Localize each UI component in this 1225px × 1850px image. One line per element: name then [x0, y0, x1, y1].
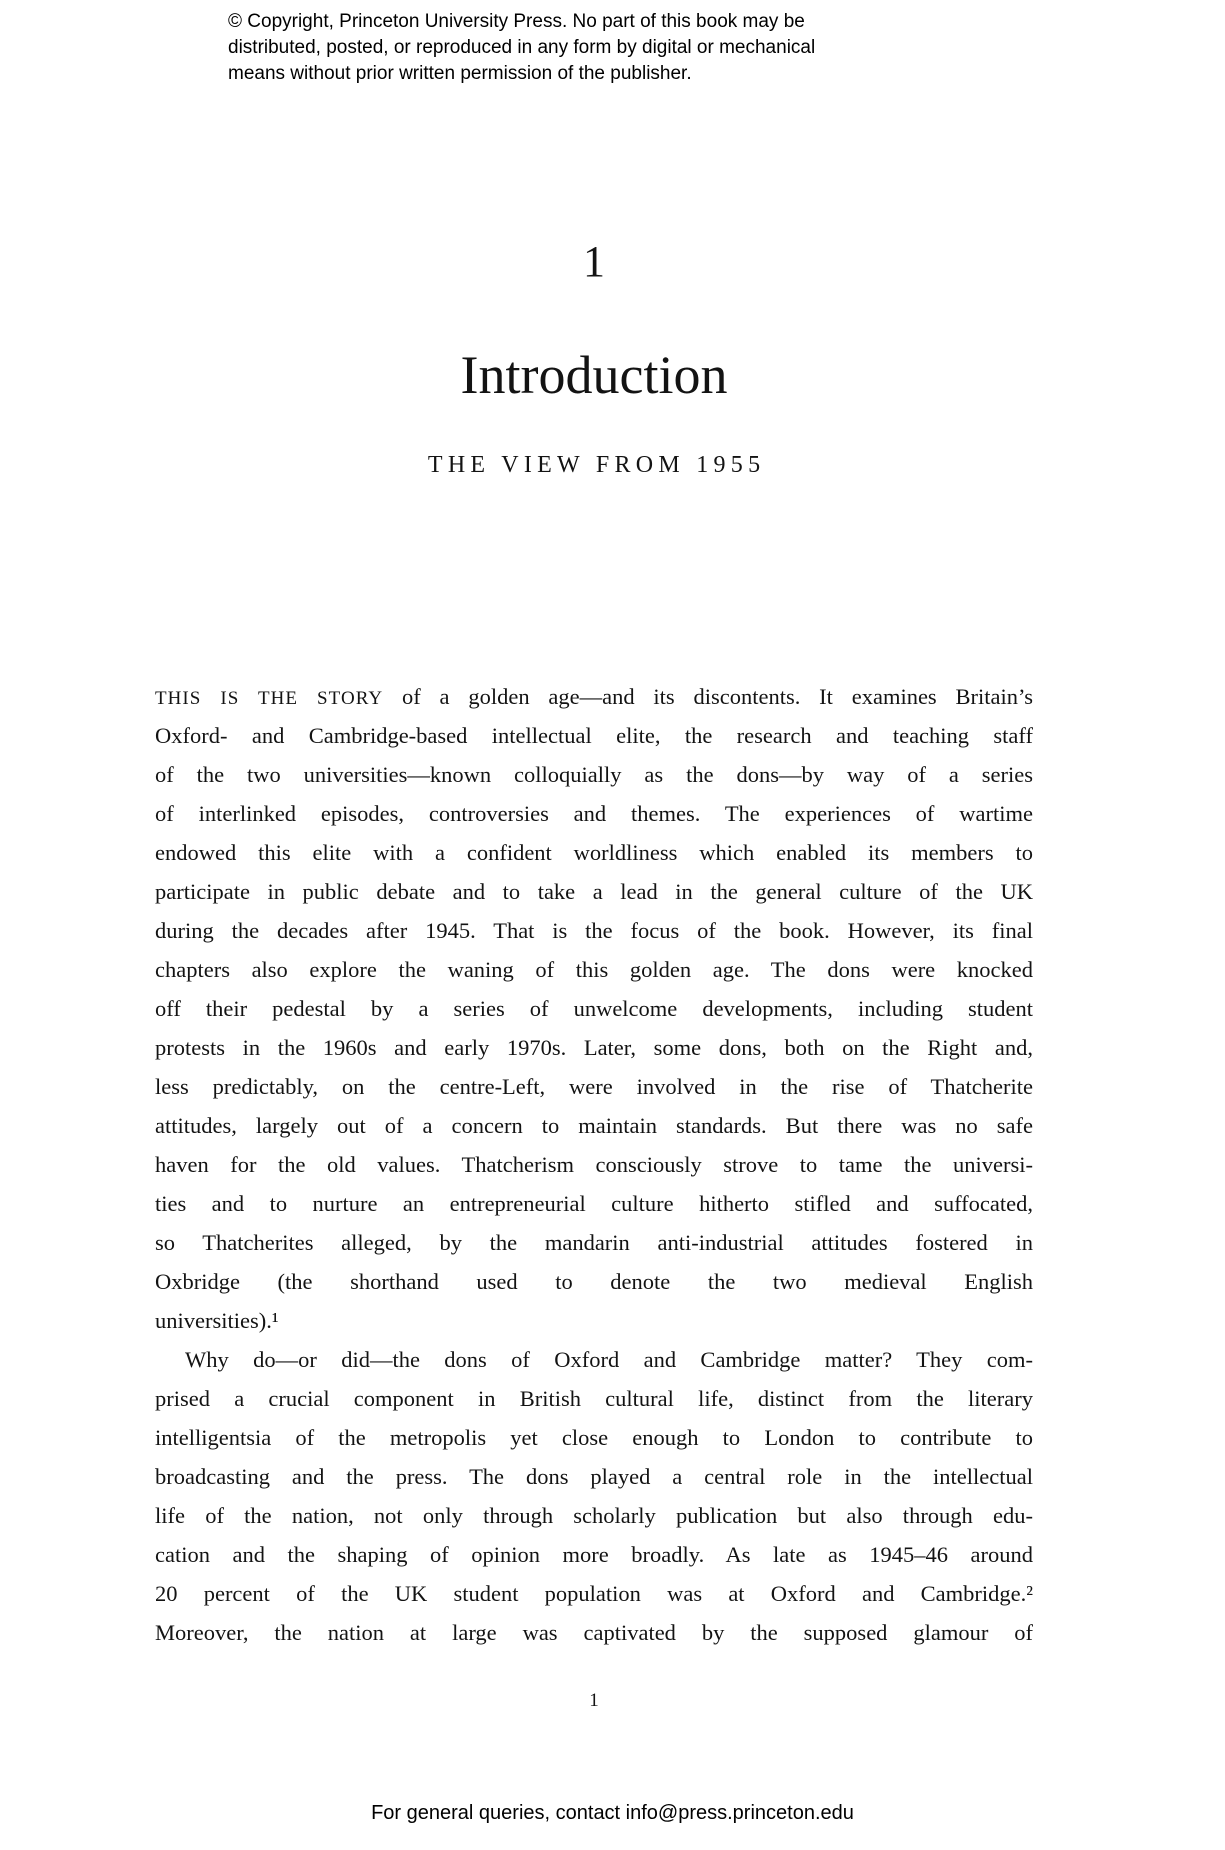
- text-line: Moreover, the nation at large was captivated by the supposed glamour of: [155, 1620, 1033, 1645]
- text-line: of interlinked episodes, controversies and themes. The experiences of wartime: [155, 801, 1033, 826]
- text-line: 20 percent of the UK student population was at Oxford and Cambridge.²: [155, 1581, 1033, 1606]
- copyright-line-3: means without prior written permission of the publisher.: [228, 63, 692, 84]
- text-line: protests in the 1960s and early 1970s. Later, some dons, both on the Right and,: [155, 1035, 1033, 1060]
- text-line: [155, 677, 1033, 716]
- text-line: life of the nation, not only through scholarly publication but also through edu-: [155, 1503, 1033, 1528]
- text-line: broadcasting and the press. The dons played a central role in the intellectual: [155, 1464, 1033, 1489]
- text-line: of the two universities—known colloquially as the dons—by way of a series: [155, 762, 1033, 787]
- footer-contact: For general queries, contact info@press.princeton.edu: [371, 1802, 854, 1824]
- body-text: [155, 677, 1033, 1652]
- text-line: universities).¹: [155, 1308, 279, 1333]
- text-line: endowed this elite with a confident worldliness which enabled its members to: [155, 840, 1033, 865]
- text-line: ties and to nurture an entrepreneurial culture hitherto stifled and suffocated,: [155, 1191, 1033, 1216]
- copyright-line-2: distributed, posted, or reproduced in any form by digital or mechanical: [228, 37, 816, 58]
- text-line: attitudes, largely out of a concern to maintain standards. But there was no safe: [155, 1113, 1033, 1138]
- small-caps-lead: THIS IS THE STORY: [155, 688, 384, 709]
- chapter-number: 1: [583, 237, 605, 286]
- text-line: haven for the old values. Thatcherism consciously strove to tame the universi-: [155, 1152, 1033, 1177]
- copyright-line-1: © Copyright, Princeton University Press. No part of this book may be: [228, 11, 805, 32]
- copyright-notice: [228, 9, 815, 87]
- text-line: prised a crucial component in British cultural life, distinct from the literary: [155, 1386, 1033, 1411]
- text-line: chapters also explore the waning of this golden age. The dons were knocked: [155, 957, 1033, 982]
- text-line: so Thatcherites alleged, by the mandarin anti-industrial attitudes fostered in: [155, 1230, 1033, 1255]
- page-number: 1: [589, 1690, 599, 1711]
- text-line: intelligentsia of the metropolis yet close enough to London to contribute to: [155, 1425, 1033, 1450]
- chapter-subtitle: THE VIEW FROM 1955: [427, 452, 766, 478]
- text-line-part: of a golden age—and its discontents. It examines Britain’s: [402, 684, 1033, 709]
- text-line: during the decades after 1945. That is the focus of the book. However, its final: [155, 918, 1033, 943]
- text-line: off their pedestal by a series of unwelcome developments, including student: [155, 996, 1033, 1021]
- text-line: less predictably, on the centre-Left, were involved in the rise of Thatcherite: [155, 1074, 1033, 1099]
- text-line: Oxbridge (the shorthand used to denote the two medieval English: [155, 1269, 1033, 1294]
- chapter-title: Introduction: [460, 345, 728, 405]
- text-line: Why do—or did—the dons of Oxford and Cambridge matter? They com-: [185, 1347, 1033, 1372]
- text-line: cation and the shaping of opinion more broadly. As late as 1945–46 around: [155, 1542, 1033, 1567]
- text-line: participate in public debate and to take a lead in the general culture of the UK: [155, 879, 1033, 904]
- text-line: Oxford- and Cambridge-based intellectual elite, the research and teaching staff: [155, 723, 1033, 748]
